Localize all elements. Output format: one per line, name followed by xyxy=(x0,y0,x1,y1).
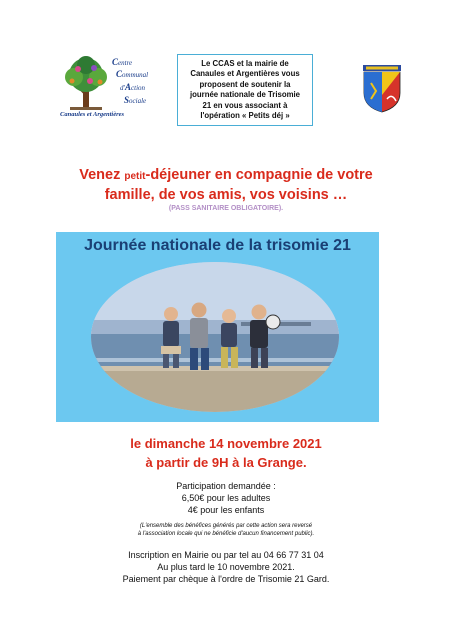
headline xyxy=(20,166,432,205)
headline-line-2: famille, de vos amis, vos voisins … xyxy=(104,187,348,203)
inscription-line-2: Au plus tard le 10 novembre 2021. xyxy=(157,562,295,572)
event-date xyxy=(20,434,432,472)
info-box xyxy=(177,54,313,126)
ccas-name-line-1: Centre xyxy=(112,57,133,67)
ccas-name-line-4: Sociale xyxy=(124,95,147,105)
participation-children: 4€ pour les enfants xyxy=(187,505,265,515)
tree-icon xyxy=(60,55,112,113)
ccas-name-line-3: d'Action xyxy=(120,82,146,92)
event-date-line-1: le dimanche 14 novembre 2021 xyxy=(130,436,322,451)
children-photo xyxy=(91,262,339,412)
participation xyxy=(20,480,432,516)
participation-title: Participation demandée : xyxy=(176,481,276,491)
headline-line-1: Venez petit-déjeuner en compagnie de votre xyxy=(79,167,373,183)
inscription-line-1: Inscription en Mairie ou par tel au 04 66 77 31 04 xyxy=(128,550,324,560)
pass-sanitaire-note: (PASS SANITAIRE OBLIGATOIRE). xyxy=(168,205,284,212)
coat-of-arms-icon xyxy=(362,65,402,113)
disclaimer-line-2: à l'association locale qui ne bénéficie d'aucun financement public). xyxy=(137,531,315,537)
event-date-line-2: à partir de 9H à la Grange. xyxy=(145,455,307,470)
inscription-line-3: Paiement par chèque à l'ordre de Trisomie 21 Gard. xyxy=(122,574,330,584)
ccas-logo xyxy=(60,55,180,120)
disclaimer xyxy=(20,522,432,538)
banner xyxy=(56,232,379,422)
disclaimer-line-1: (L'ensemble des bénéfices générés par cette action sera reversé xyxy=(139,523,313,529)
banner-title: Journée nationale de la trisomie 21 xyxy=(84,237,351,254)
info-text: Le CCAS et la mairie de Canaules et Argentières vous proposent de soutenir la journée nationale de Trisomie 21 en vous associant à l'opération « Petits déj » xyxy=(189,58,301,120)
ccas-commune: Canaules et Argentières xyxy=(60,111,125,118)
inscription xyxy=(20,549,432,585)
ccas-name-line-2: Communal xyxy=(116,69,149,79)
participation-adults: 6,50€ pour les adultes xyxy=(181,493,271,503)
